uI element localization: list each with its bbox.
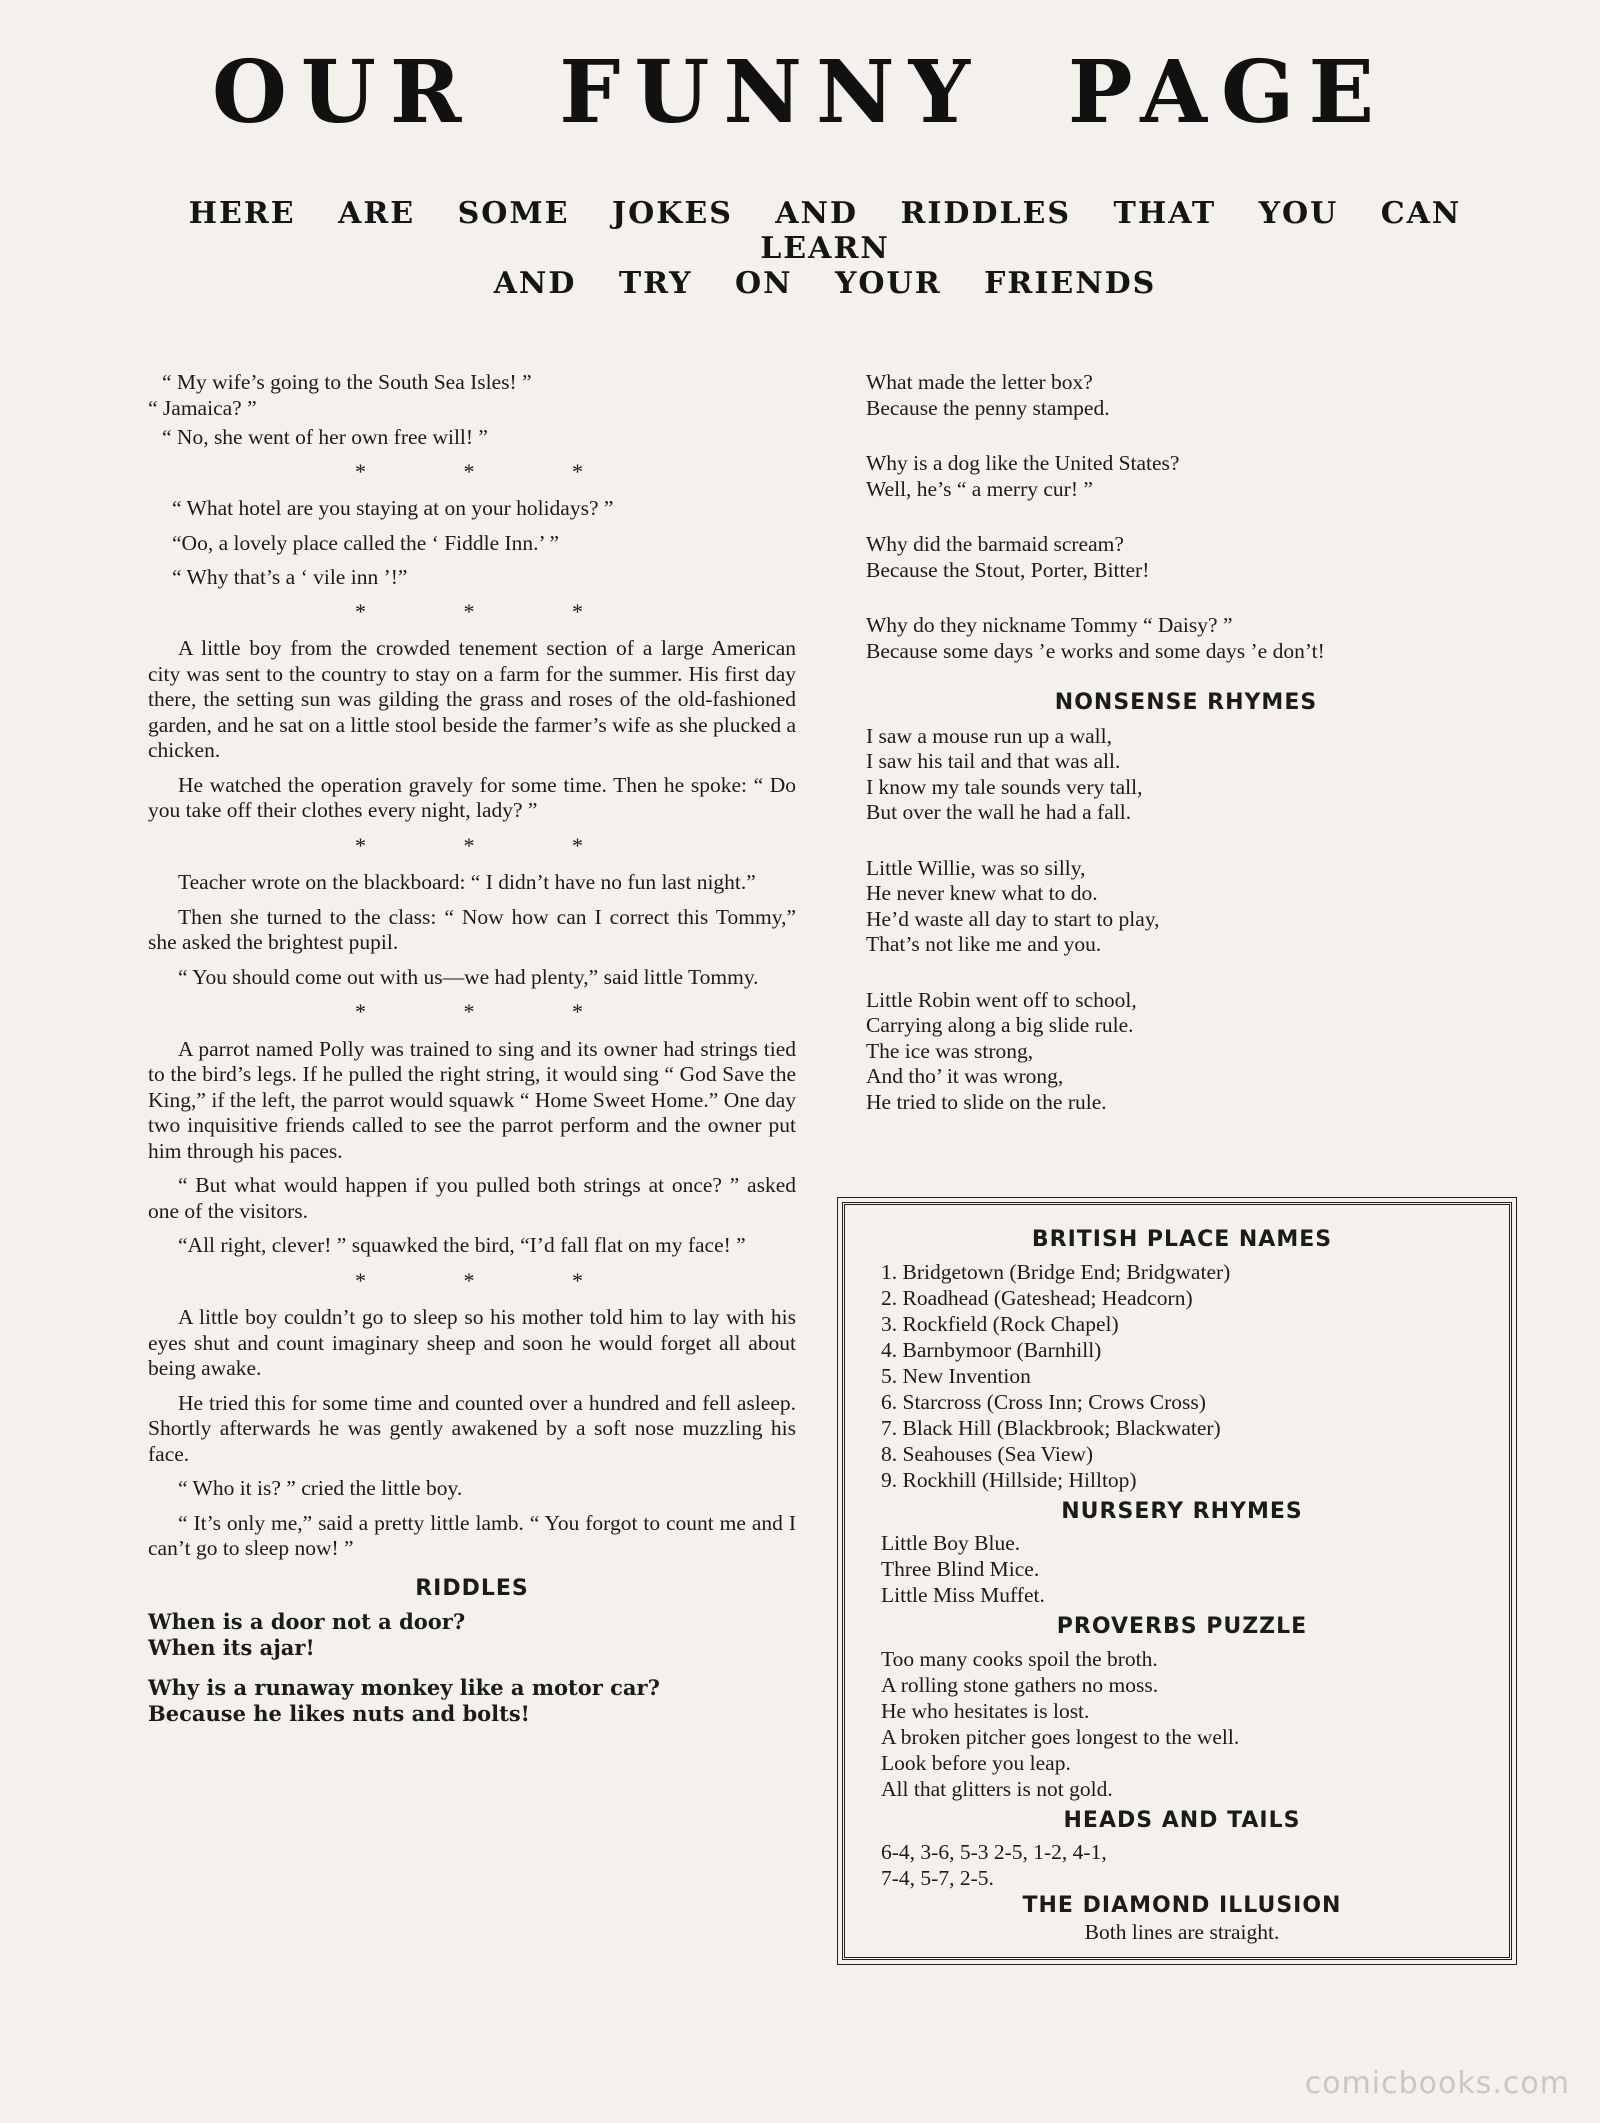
rhyme-line: I know my tale sounds very tall, [866,774,1143,799]
joke-paragraph: “ But what would happen if you pulled both strings at once? ” asked one of the visitors. [148,1173,796,1223]
list-item: 5. New Invention [881,1363,1031,1388]
list-item: 9. Rockhill (Hillside; Hilltop) [881,1467,1137,1492]
qa-question: Why did the barmaid scream? [866,532,1124,556]
diamond-illusion-heading: THE DIAMOND ILLUSION [1022,1893,1342,1918]
list-item: Too many cooks spoil the broth. [881,1646,1158,1671]
qa-answer: Well, he’s “ a merry cur! ” [866,476,1093,501]
list-item: Little Boy Blue. [881,1531,1021,1555]
place-names-list [881,1259,1483,1493]
rhyme-line: Little Robin went off to school, [866,987,1137,1012]
rhyme-line: But over the wall he had a fall. [866,800,1132,824]
rhyme-line: The ice was strong, [866,1038,1034,1063]
right-column [866,370,1506,1115]
list-item: All that glitters is not gold. [881,1776,1113,1801]
riddle-answer: Because he likes nuts and bolts! [148,1701,530,1726]
joke-parrot [148,1037,796,1259]
list-item: 6. Starcross (Cross Inn; Crows Cross) [881,1389,1206,1414]
list-item: 1. Bridgetown (Bridge End; Bridgwater) [881,1259,1231,1284]
rhyme-line: He never knew what to do. [866,881,1098,905]
joke-line: “ Why that’s a ‘ vile inn ’!” [172,565,408,589]
qa-answer: Because the Stout, Porter, Bitter! [866,557,1150,582]
rhyme-line: He’d waste all day to start to play, [866,906,1160,931]
heads-tails-heading: HEADS AND TAILS [1063,1807,1301,1833]
watermark: comicbooks.com [1304,2066,1570,2101]
riddle-question: Why is a runaway monkey like a motor car? [148,1675,660,1700]
list-item: 3. Rockfield (Rock Chapel) [881,1311,1119,1336]
qa-item [866,613,1506,664]
joke-paragraph: “ Who it is? ” cried the little boy. [178,1476,463,1500]
joke-paragraph: He tried this for some time and counted over a hundred and fell asleep. Shortly afterwards he was gently awakened by a soft nose muzzling his face. [148,1390,796,1466]
separator-stars: * * * [355,458,629,484]
joke-line: “ No, she went of her own free will! ” [162,425,488,449]
joke-south-sea [148,370,796,451]
qa-question: What made the letter box? [866,370,1093,394]
list-item: 4. Barnbymoor (Barnhill) [881,1337,1102,1362]
qa-item [866,370,1506,421]
riddle-item [148,1675,796,1727]
proverbs-heading: PROVERBS PUZZLE [1056,1614,1308,1639]
list-item: 6-4, 3-6, 5-3 2-5, 1-2, 4-1, [881,1840,1107,1864]
joke-paragraph: A parrot named Polly was trained to sing and its owner had strings tied to the bird’s legs. If he pulled the right string, it would sing “ God Save the King,” if the left, the parrot would squawk “ Home Sweet Home.” One day two inquisitive friends called to see the parrot perform and the owner put him through his paces. [148,1036,796,1163]
list-item: Look before you leap. [881,1750,1071,1775]
rhyme-verse [866,988,1506,1116]
subtitle-line-2: AND TRY ON YOUR FRIENDS [493,266,1157,301]
rhyme-line: That’s not like me and you. [866,932,1102,956]
answers-box [842,1202,1512,1960]
subtitle-line-1: HERE ARE SOME JOKES AND RIDDLES THAT YOU CAN LEARN [188,196,1462,266]
joke-teacher [148,870,796,990]
qa-item [866,451,1506,502]
rhyme-verse [866,724,1506,826]
separator-stars: * * * [355,598,629,624]
list-item: A rolling stone gathers no moss. [881,1672,1159,1697]
separator-stars: * * * [355,832,629,858]
diamond-illusion-answer: Both lines are straight. [1084,1919,1280,1944]
riddle-item [148,1609,796,1661]
joke-chicken [148,636,796,824]
list-item: 2. Roadhead (Gateshead; Headcorn) [881,1285,1193,1310]
riddle-answer: When its ajar! [148,1635,315,1660]
joke-paragraph: Then she turned to the class: “ Now how can I correct this Tommy,” she asked the brightest pupil. [148,904,796,954]
joke-paragraph: “All right, clever! ” squawked the bird, “I’d fall flat on my face! ” [178,1233,746,1257]
nursery-rhymes-heading: NURSERY RHYMES [1061,1498,1303,1524]
joke-line: “ Jamaica? ” [148,395,257,420]
rhyme-verse [866,856,1506,958]
joke-paragraph: Teacher wrote on the blackboard: “ I didn’t have no fun last night.” [178,870,756,894]
joke-paragraph: A little boy couldn’t go to sleep so his mother told him to lay with his eyes shut and count imaginary sheep and soon he would forget all about being awake. [148,1305,796,1380]
qa-answer: Because the penny stamped. [866,395,1110,420]
qa-question: Why is a dog like the United States? [866,451,1180,475]
riddle-question: When is a door not a door? [148,1609,466,1634]
joke-lamb [148,1305,796,1562]
list-item: He who hesitates is lost. [881,1698,1090,1723]
place-names-heading: BRITISH PLACE NAMES [1031,1227,1333,1252]
list-item: A broken pitcher goes longest to the well. [881,1724,1240,1749]
joke-paragraph: A little boy from the crowded tenement section of a large American city was sent to the country to stay on a farm for the summer. His first day there, the setting sun was gilding the grass and roses of the old-fashioned garden, and he sat on a little stool beside the farmer’s wife as she plucked a chicken. [148,636,796,762]
page-title: OUR FUNNY PAGE [211,42,1389,143]
joke-line: “ My wife’s going to the South Sea Isles! ” [162,370,532,394]
rhyme-line: Little Willie, was so silly, [866,855,1086,880]
rhyme-line: And tho’ it was wrong, [866,1064,1064,1088]
list-item: 8. Seahouses (Sea View) [881,1441,1094,1466]
proverbs-list [881,1646,1483,1802]
qa-question: Why do they nickname Tommy “ Daisy? ” [866,613,1233,637]
list-item: Little Miss Muffet. [881,1583,1045,1607]
nonsense-rhymes-heading: NONSENSE RHYMES [1054,690,1318,715]
list-item: 7. Black Hill (Blackbrook; Blackwater) [881,1415,1221,1440]
nursery-list [881,1530,1483,1608]
rhyme-line: I saw his tail and that was all. [866,749,1121,773]
heads-tails-answer [881,1839,1483,1891]
joke-line: “ What hotel are you staying at on your holidays? ” [172,496,614,520]
rhyme-line: Carrying along a big slide rule. [866,1013,1134,1037]
list-item: Three Blind Mice. [881,1557,1040,1581]
riddles-heading: RIDDLES [415,1575,529,1601]
joke-paragraph: “ You should come out with us—we had plenty,” said little Tommy. [178,964,759,989]
rhyme-line: He tried to slide on the rule. [866,1089,1107,1114]
joke-paragraph: “ It’s only me,” said a pretty little lamb. “ You forgot to count me and I can’t go to sleep now! ” [148,1510,796,1560]
qa-answer: Because some days ’e works and some days ’e don’t! [866,638,1325,663]
qa-item [866,532,1506,583]
joke-line: “Oo, a lovely place called the ‘ Fiddle Inn.’ ” [172,530,560,555]
left-column [148,370,796,1741]
joke-fiddle-inn [148,496,796,591]
list-item: 7-4, 5-7, 2-5. [881,1866,994,1890]
rhyme-line: I saw a mouse run up a wall, [866,723,1112,748]
separator-stars: * * * [355,999,629,1024]
separator-stars: * * * [355,1267,629,1293]
joke-paragraph: He watched the operation gravely for some time. Then he spoke: “ Do you take off their clothes every night, lady? ” [148,772,796,822]
